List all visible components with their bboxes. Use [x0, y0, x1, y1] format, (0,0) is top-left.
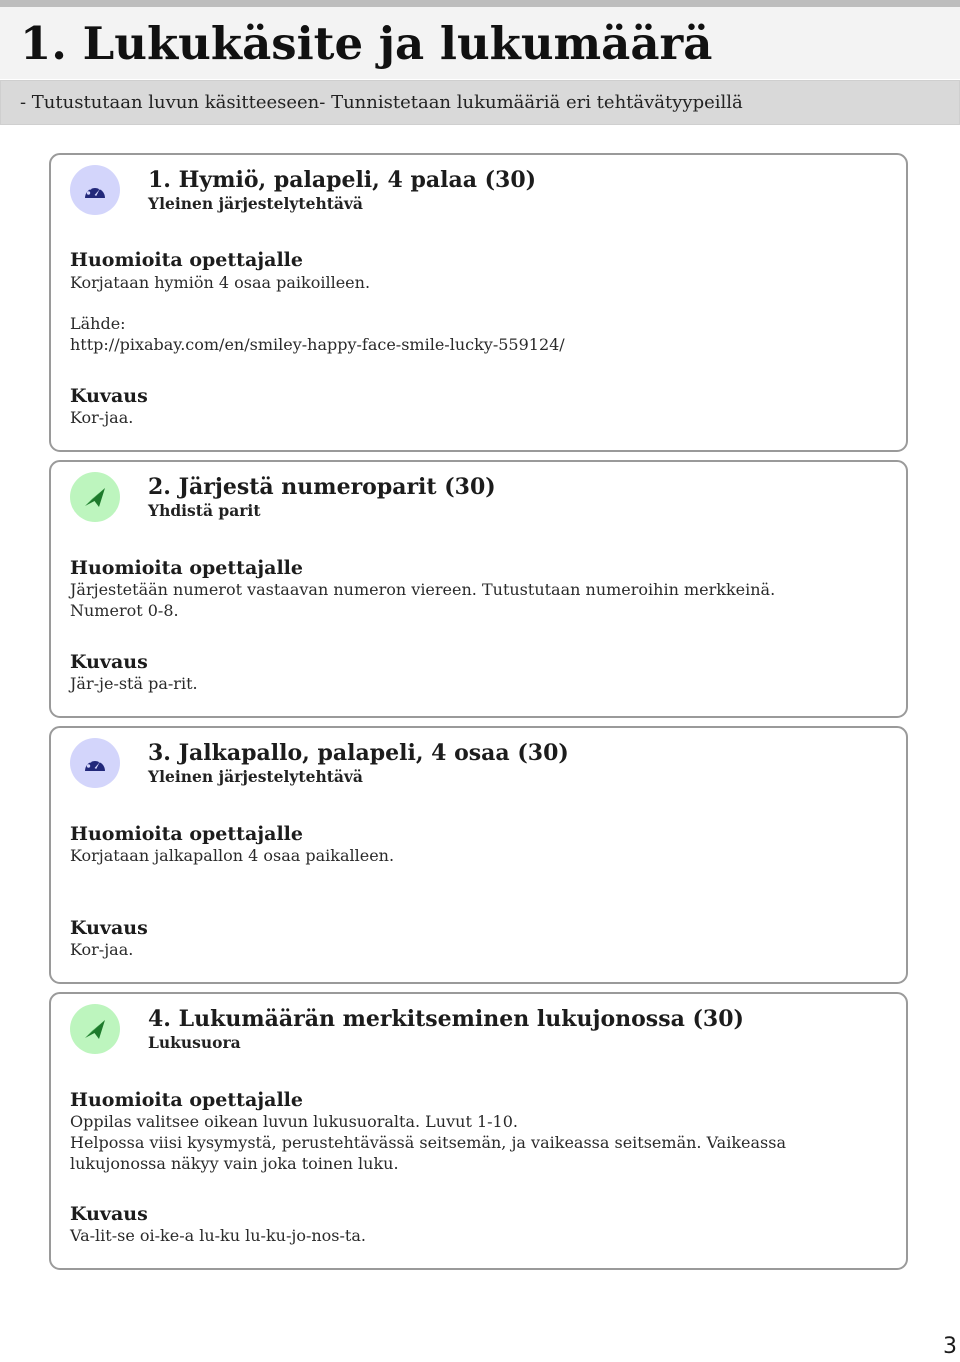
notes-line: Numerot 0-8. — [70, 601, 179, 620]
notes-heading: Huomioita opettajalle — [70, 557, 303, 579]
notes-line: Korjataan jalkapallon 4 osaa paikalleen. — [70, 846, 395, 865]
description-line: Kor-jaa. — [70, 940, 134, 959]
paper-plane-icon — [70, 472, 120, 522]
page-title: 1. Lukukäsite ja lukumäärä — [20, 17, 713, 70]
paper-plane-icon — [70, 1004, 120, 1054]
description-line: Kor-jaa. — [70, 408, 134, 427]
description-text — [70, 939, 870, 960]
task-title: 2. Järjestä numeroparit (30) — [148, 474, 496, 500]
task-card-1 — [49, 153, 908, 452]
description-heading: Kuvaus — [70, 385, 148, 407]
task-type: Yleinen järjestelytehtävä — [148, 194, 363, 213]
page-subtitle: - Tutustutaan luvun käsitteeseen- Tunnistetaan lukumääriä eri tehtävätyypeillä — [20, 92, 743, 113]
task-card-3 — [49, 726, 908, 984]
notes-line: Oppilas valitsee oikean luvun lukusuoralta. Luvut 1-10. — [70, 1112, 518, 1131]
description-line: Jär-je-stä pa-rit. — [70, 674, 198, 693]
description-heading: Kuvaus — [70, 651, 148, 673]
gauge-icon — [70, 738, 120, 788]
notes-line: Korjataan hymiön 4 osaa paikoilleen. — [70, 273, 371, 292]
notes-line: Helpossa viisi kysymystä, perustehtävässä seitsemän, ja vaikeassa seitsemän. Vaikeassa lukujonossa näkyy vain joka toinen luku. — [70, 1133, 786, 1173]
task-card-4 — [49, 992, 908, 1270]
page-number: 3 — [943, 1334, 957, 1359]
gauge-icon — [70, 165, 120, 215]
task-type: Yhdistä parit — [148, 501, 261, 520]
description-text — [70, 1225, 870, 1246]
task-title: 4. Lukumäärän merkitseminen lukujonossa (30) — [148, 1006, 744, 1032]
notes-text — [70, 272, 870, 293]
notes-heading: Huomioita opettajalle — [70, 823, 303, 845]
description-line: Va-lit-se oi-ke-a lu-ku lu-ku-jo-nos-ta. — [70, 1226, 366, 1245]
task-card-2 — [49, 460, 908, 718]
notes-text — [70, 579, 870, 621]
notes-heading: Huomioita opettajalle — [70, 1089, 303, 1111]
description-text — [70, 407, 870, 428]
description-heading: Kuvaus — [70, 917, 148, 939]
source-text — [70, 313, 870, 355]
description-heading: Kuvaus — [70, 1203, 148, 1225]
task-title: 1. Hymiö, palapeli, 4 palaa (30) — [148, 167, 537, 193]
task-title: 3. Jalkapallo, palapeli, 4 osaa (30) — [148, 740, 569, 766]
notes-heading: Huomioita opettajalle — [70, 249, 303, 271]
notes-line: Järjestetään numerot vastaavan numeron viereen. Tutustutaan numeroihin merkkeinä. — [70, 580, 776, 599]
task-type: Yleinen järjestelytehtävä — [148, 767, 363, 786]
top-rule — [0, 0, 960, 7]
task-type: Lukusuora — [148, 1033, 241, 1052]
description-text — [70, 673, 870, 694]
notes-text — [70, 1111, 870, 1174]
notes-text — [70, 845, 870, 866]
source-label: Lähde: — [70, 314, 126, 333]
source-url: http://pixabay.com/en/smiley-happy-face-smile-lucky-559124/ — [70, 335, 565, 354]
